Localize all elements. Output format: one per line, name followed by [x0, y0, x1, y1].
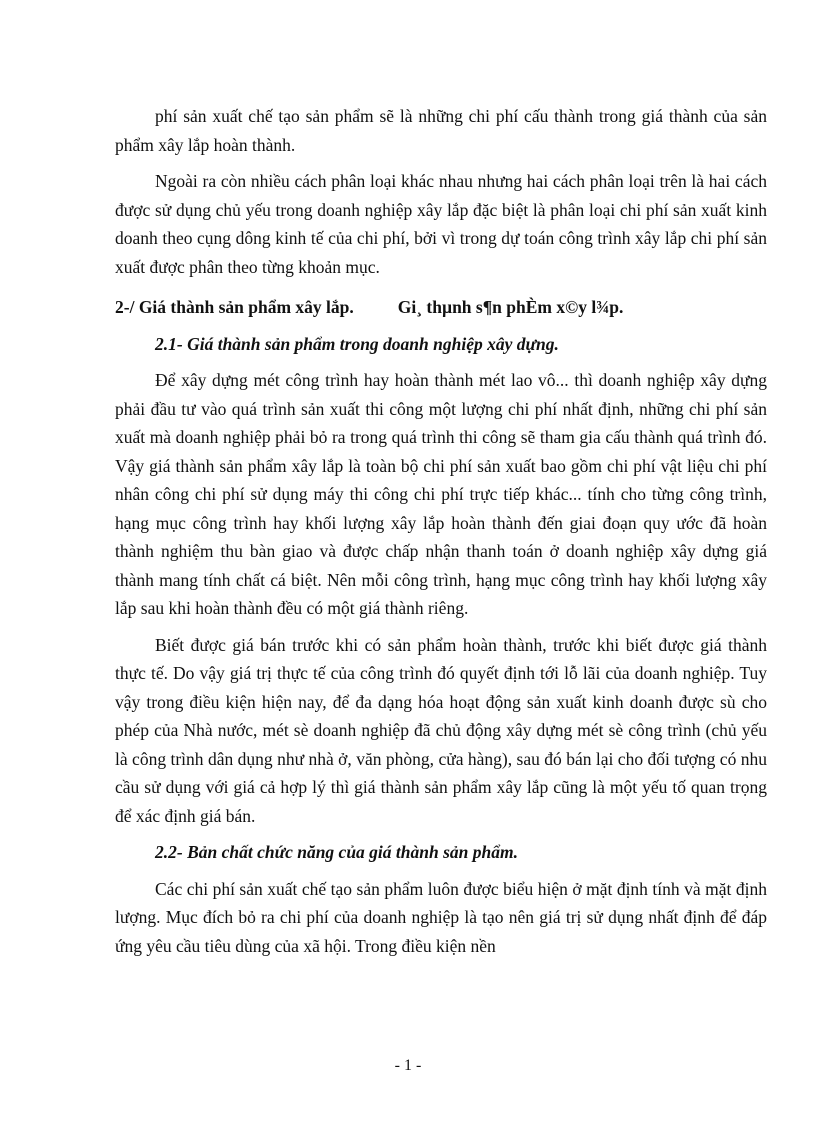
section-heading-garbled-text: Gi¸ thµnh s¶n phÈm x©y l¾p.: [397, 297, 624, 317]
subsection-heading-2-1: 2.1- Giá thành sản phẩm trong doanh nghiệp xây dựng.: [155, 333, 559, 354]
paragraph-classification: Ngoài ra còn nhiều cách phân loại khác nhau nhưng hai cách phân loại trên là hai cách được sử dụng chủ yếu trong doanh nghiệp xây lắp đặc biệt là phân loại chi phí sản xuất kinh doanh theo cụng dông kinh tế của chi phí, bởi vì trong dự toán công trình xây lắp chi phí sản xuất được phân theo từng khoản mục.: [115, 171, 767, 277]
paragraph-nature: Các chi phí sản xuất chế tạo sản phẩm luôn được biểu hiện ở mặt định tính và mặt định lượng. Mục đích bỏ ra chi phí của doanh nghiệp là tạo nên giá trị sử dụng nhất định để đáp ứng yêu cầu tiêu dùng của xã hội. Trong điều kiện nền: [115, 878, 767, 956]
section-heading-2: [115, 293, 767, 322]
paragraph-selling-price: Biết được giá bán trước khi có sản phẩm hoàn thành, trước khi biết được giá thành thực tế. Do vậy giá trị thực tế của công trình đó quyết định tới lỗ lãi của doanh nghiệp. Tuy vậy trong điều kiện hiện nay, để đa dạng hóa hoạt động sản xuất kinh doanh được sù cho phép của Nhà nước, mét sè doanh nghiệp đã chủ động xây dựng mét sè công trình (chủ yếu là công trình dân dụng như nhà ở, văn phòng, cửa hàng), sau đó bán lại cho đối tượng có nhu cầu sử dụng với giá cả hợp lý thì giá thành sản phẩm xây lắp cũng là một yếu tố quan trọng để xác định giá bán.: [115, 634, 767, 826]
document-body: [115, 102, 767, 960]
page-number: - 1 -: [394, 1057, 422, 1074]
section-heading-text: 2-/ Giá thành sản phẩm xây lắp.: [115, 297, 354, 317]
paragraph-continued: phí sản xuất chế tạo sản phẩm sẽ là những chi phí cấu thành trong giá thành của sản phẩm xây lắp hoàn thành.: [115, 106, 767, 155]
subsection-heading-2-2: 2.2- Bản chất chức năng của giá thành sản phẩm.: [155, 842, 518, 862]
paragraph-definition: Để xây dựng mét công trình hay hoàn thành mét lao vô... thì doanh nghiệp xây dựng phải đầu tư vào quá trình sản xuất thi công một lượng chi phí nhất định, những chi phí sản xuất mà doanh nghiệp phải bỏ ra trong quá trình thi công sẽ tham gia cấu thành quá trình đó. Vậy giá thành sản phẩm xây lắp là toàn bộ chi phí sản xuất bao gồm chi phí vật liệu chi phí nhân công chi phí sử dụng máy thi công chi phí trực tiếp khác... tính cho từng công trình, hạng mục công trình hay khối lượng xây lắp hoàn thành đến giai đoạn quy ước đã hoàn thành nghiệm thu bàn giao và được chấp nhận thanh toán ở doanh nghiệp xây dựng giá thành mang tính chất cá biệt. Nên mỗi công trình, hạng mục công trình hay khối lượng xây lắp sau khi hoàn thành đều có một giá thành riêng.: [115, 370, 767, 618]
